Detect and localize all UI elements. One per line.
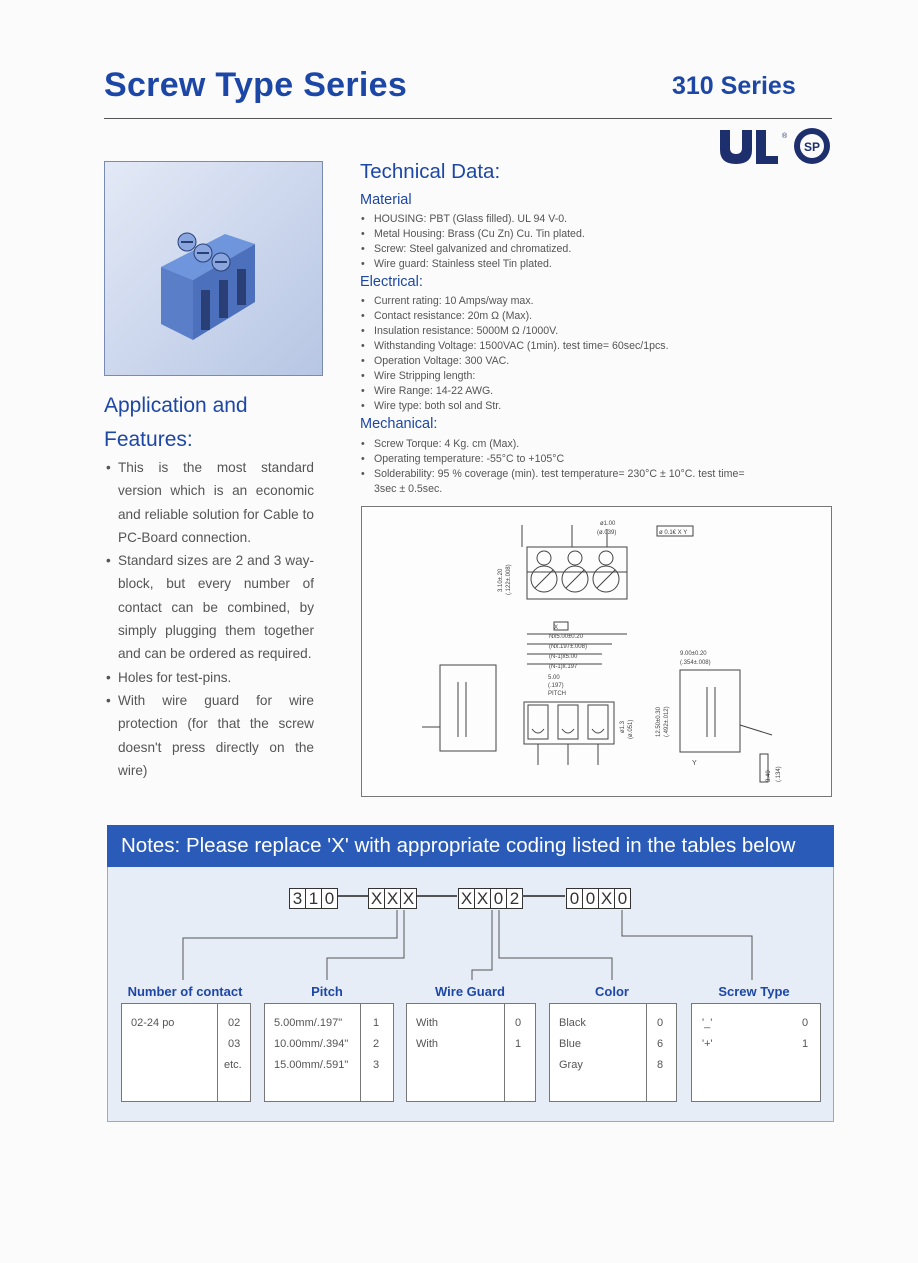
code-separator xyxy=(522,895,565,897)
svg-text:SP: SP xyxy=(803,140,821,154)
material-item: • Screw: Steel galvanized and chromatized. xyxy=(360,242,790,257)
code-char: X xyxy=(384,888,401,909)
table-cell: 3 xyxy=(373,1059,380,1071)
drawing-label-d1: ø1.00 xyxy=(600,521,616,527)
electrical-heading: Electrical: xyxy=(360,274,423,290)
drawing-label-pitch-mm: 5.00 xyxy=(548,675,560,681)
code-char: X xyxy=(400,888,417,909)
electrical-item: • Wire type: both sol and Str. xyxy=(360,399,790,414)
code-char: 0 xyxy=(490,888,507,909)
table-cell: 1 xyxy=(802,1038,809,1050)
code-separator xyxy=(417,895,457,897)
table-cell: 02 xyxy=(228,1017,241,1029)
table-cell: 03 xyxy=(228,1038,241,1050)
drawing-label-h2: (.122±.008) xyxy=(506,564,512,595)
code-char: 0 xyxy=(614,888,631,909)
code-group-options xyxy=(459,888,523,909)
drawing-label-x: X xyxy=(554,625,559,631)
drawing-label-ht2: (.492±.012) xyxy=(664,706,670,737)
code-char: 3 xyxy=(289,888,306,909)
column-title-contacts: Number of contact xyxy=(127,984,243,999)
code-char: X xyxy=(474,888,491,909)
certification-marks xyxy=(716,124,834,168)
table-divider xyxy=(646,1004,647,1101)
svg-text:®: ® xyxy=(782,133,788,140)
product-photo xyxy=(104,161,323,376)
code-char: 1 xyxy=(305,888,322,909)
table-contacts xyxy=(121,1003,251,1102)
column-title-pitch: Pitch xyxy=(311,984,343,999)
table-cell: 02-24 po xyxy=(131,1017,175,1029)
electrical-item: • Wire Range: 14-22 AWG. xyxy=(360,384,790,399)
mechanical-list xyxy=(360,437,760,497)
column-title-wire-guard: Wire Guard xyxy=(435,984,505,999)
drawing-label-w2: (.354±.008) xyxy=(680,660,711,666)
material-item: • Wire guard: Stainless steel Tin plated. xyxy=(360,257,790,272)
drawing-label-w1: 9.00±0.20 xyxy=(680,651,707,657)
code-char: X xyxy=(368,888,385,909)
technical-drawing xyxy=(361,506,832,797)
table-cell: Blue xyxy=(559,1038,582,1050)
code-group-prefix xyxy=(290,888,338,909)
drawing-label-y: Y xyxy=(692,760,697,767)
electrical-item: • Contact resistance: 20m Ω (Max). xyxy=(360,309,790,324)
drawing-label-tol: ø 0.1€ X Y xyxy=(659,530,688,536)
table-cell: 0 xyxy=(515,1017,522,1029)
table-cell: '+' xyxy=(702,1038,713,1050)
drawing-label-pin1: 3.40 xyxy=(766,770,772,782)
drawing-label-pitch-in: (.197) xyxy=(548,683,564,689)
drawing-label-ht1: 12.50±0.30 xyxy=(656,707,662,737)
mechanical-item: • Screw Torque: 4 Kg. cm (Max). xyxy=(360,437,760,452)
table-cell: With xyxy=(416,1038,438,1050)
code-char: 0 xyxy=(321,888,338,909)
technical-data-heading: Technical Data: xyxy=(360,160,501,183)
table-pitch xyxy=(264,1003,394,1102)
electrical-item: • Current rating: 10 Amps/way max. xyxy=(360,294,790,309)
code-char: 0 xyxy=(582,888,599,909)
table-cell: '_' xyxy=(702,1017,713,1029)
drawing-label-h1: 3.10±.20 xyxy=(498,568,504,592)
feature-item: • With wire guard for wire protection (for that the screw doesn't press directly on the wire) xyxy=(104,689,314,782)
code-char: X xyxy=(598,888,615,909)
material-item: • HOUSING: PBT (Glass filled). UL 94 V-0. xyxy=(360,212,790,227)
code-char: 0 xyxy=(566,888,583,909)
material-item: • Metal Housing: Brass (Cu Zn) Cu. Tin plated. xyxy=(360,227,790,242)
mechanical-item: • Operating temperature: -55°C to +105°C xyxy=(360,452,760,467)
drawing-label-hole-in: (ø.051) xyxy=(628,719,634,739)
csa-mark-icon xyxy=(794,128,830,164)
features-heading: Features: xyxy=(104,428,193,451)
mechanical-heading: Mechanical: xyxy=(360,416,438,432)
table-color xyxy=(549,1003,677,1102)
table-cell: 2 xyxy=(373,1038,380,1050)
drawing-label-d2: (ø.039) xyxy=(597,530,617,536)
drawing-label-p4: (N-1)x.197 xyxy=(549,664,578,670)
table-divider xyxy=(360,1004,361,1101)
code-connector-lines xyxy=(107,908,832,988)
drawing-label-p1: Nx5.00±0.20 xyxy=(549,634,583,640)
table-wire-guard xyxy=(406,1003,536,1102)
table-cell: etc. xyxy=(224,1059,242,1071)
feature-item: • Holes for test-pins. xyxy=(104,666,314,689)
drawing-label-hole: ø1.3 xyxy=(620,720,626,733)
terminal-block-image xyxy=(161,233,255,340)
drawing-label-pitch: PITCH xyxy=(548,691,566,697)
electrical-item: • Withstanding Voltage: 1500VAC (1min). test time= 60sec/1pcs. xyxy=(360,339,790,354)
mechanical-item: • Solderability: 95 % coverage (min). test temperature= 230°C ± 10°C. test time= 3sec ± 0.5sec. xyxy=(360,467,760,497)
drawing-label-p3: (N-1)x5.00 xyxy=(549,654,578,660)
table-cell: 15.00mm/.591" xyxy=(274,1059,349,1071)
table-cell: 5.00mm/.197" xyxy=(274,1017,343,1029)
table-cell: 1 xyxy=(373,1017,380,1029)
table-screw-type xyxy=(691,1003,821,1102)
features-list xyxy=(104,456,314,782)
code-char: X xyxy=(458,888,475,909)
table-cell: 0 xyxy=(802,1017,809,1029)
series-label: 310 Series xyxy=(672,72,796,100)
code-separator xyxy=(338,895,368,897)
notes-banner-text: Notes: Please replace 'X' with appropriate coding listed in the tables below xyxy=(121,834,796,857)
ul-mark-icon xyxy=(720,130,788,164)
application-heading: Application and xyxy=(104,394,248,417)
column-title-color: Color xyxy=(595,984,629,999)
top-view xyxy=(522,525,693,599)
table-cell: Gray xyxy=(559,1059,583,1071)
header-divider xyxy=(104,118,832,119)
table-divider xyxy=(504,1004,505,1101)
material-list xyxy=(360,212,790,272)
code-char: 2 xyxy=(506,888,523,909)
column-title-screw-type: Screw Type xyxy=(718,984,790,999)
drawing-label-p2: (Nx.197±.008) xyxy=(549,644,587,650)
code-group-suffix xyxy=(567,888,631,909)
table-cell: 1 xyxy=(515,1038,522,1050)
electrical-item: • Insulation resistance: 5000M Ω /1000V. xyxy=(360,324,790,339)
electrical-item: • Wire Stripping length: xyxy=(360,369,790,384)
table-cell: Black xyxy=(559,1017,586,1029)
electrical-item: • Operation Voltage: 300 VAC. xyxy=(360,354,790,369)
page-title: Screw Type Series xyxy=(104,66,408,104)
table-cell: With xyxy=(416,1017,438,1029)
front-view xyxy=(422,622,772,782)
table-cell: 10.00mm/.394" xyxy=(274,1038,349,1050)
table-cell: 8 xyxy=(657,1059,664,1071)
table-cell: 6 xyxy=(657,1038,664,1050)
feature-item: • Standard sizes are 2 and 3 way-block, but every number of contact can be combined, by simply plugging them together and can be ordered as required. xyxy=(104,549,314,665)
code-group-contacts xyxy=(369,888,417,909)
drawing-label-pin2: (.134) xyxy=(776,766,782,782)
table-cell: 0 xyxy=(657,1017,664,1029)
table-divider xyxy=(217,1004,218,1101)
electrical-list xyxy=(360,294,790,414)
material-heading: Material xyxy=(360,192,412,208)
feature-item: • This is the most standard version which is an economic and reliable solution for Cable to PC-Board connection. xyxy=(104,456,314,549)
